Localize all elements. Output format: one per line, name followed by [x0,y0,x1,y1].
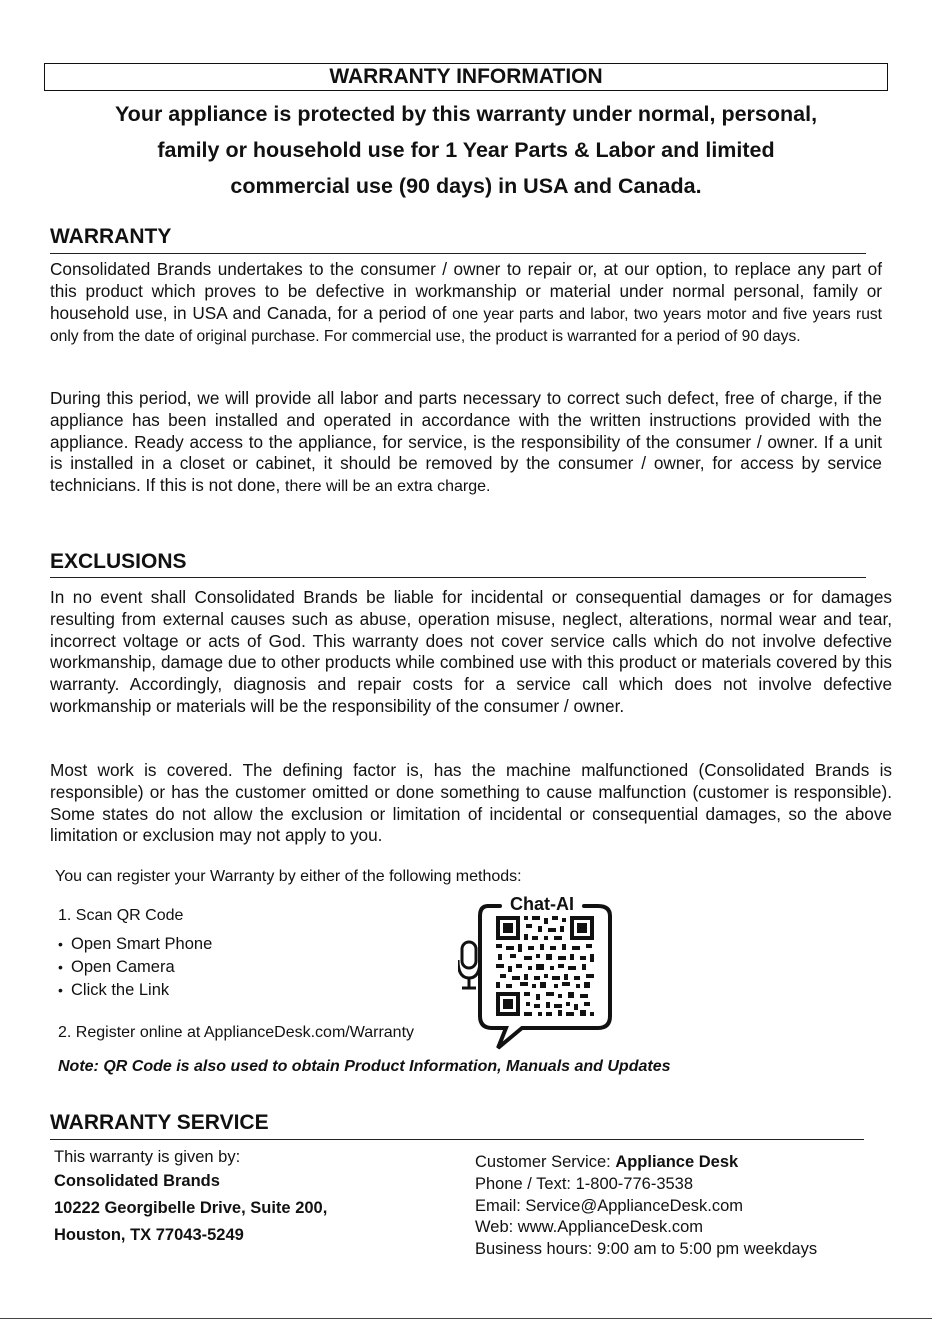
page-bottom-divider [0,1318,932,1319]
warrantor-block [54,1146,327,1249]
customer-service-name: Appliance Desk [615,1153,739,1171]
given-by-label: This warranty is given by: [54,1148,241,1166]
warranty-paragraph-2-main: During this period, we will provide all labor and parts necessary to correct such defect, free of charge, if the appliance has been installed and operated in accordance with the written instructions provided with the appliance. Ready access to the appliance, for service, is the responsibility of the consumer / owner. If a unit is installed in a closet or cabinet, it should be removed by the consumer / owner, for access by service technicians. If this is not done, [50,388,882,496]
register-intro: You can register your Warranty by either of the following methods: [55,868,522,885]
address-line-1: 10222 Georgibelle Drive, Suite 200, [54,1199,328,1217]
company-name: Consolidated Brands [54,1172,220,1190]
intro-line: Your appliance is protected by this warranty under normal, personal, [114,102,818,126]
exclusions-paragraph-1: In no event shall Consolidated Brands be liable for incidental or consequential damages or for damages resulting from external causes such as abuse, operation misuse, neglect, alterations, normal wear and tear, incorrect voltage or acts of God. This warranty does not cover service calls which do not involve defective workmanship, damage due to other products while combined use with this product or materials covered by this warranty. Accordingly, diagnosis and repair costs for a service call which does not involve defective workmanship or materials will be the responsibility of the consumer / owner. [50,587,892,716]
address-line-2: Houston, TX 77043-5249 [54,1226,244,1244]
warranty-service-heading: WARRANTY SERVICE [50,1111,269,1134]
customer-service-line [475,1152,817,1174]
qr-note: Note: QR Code is also used to obtain Product Information, Manuals and Updates [58,1058,671,1075]
email-line[interactable]: Email: Service@ApplianceDesk.com [475,1196,744,1215]
warranty-paragraph-1-tail: one year parts and labor, two years motor and five years rust only from the date of original purchase. For commercial use, the product is warranted for a period of 90 days. [50,305,882,346]
customer-service-label: Customer Service: [475,1153,611,1171]
warranty-paragraph-2 [50,388,882,498]
business-hours-line: Business hours: 9:00 am to 5:00 pm weekdays [475,1240,818,1259]
warranty-paragraph-2-tail: there will be an extra charge. [285,478,491,496]
bullet-open-smart-phone: • Open Smart Phone [58,935,213,953]
bullet-open-camera: • Open Camera [58,958,175,976]
chat-ai-label: Chat-AI [510,894,574,914]
register-method-qr: 1. Scan QR Code [58,907,184,924]
phone-line: Phone / Text: 1-800-776-3538 [475,1174,694,1193]
web-line[interactable]: Web: www.ApplianceDesk.com [475,1218,704,1237]
divider [50,1139,864,1140]
customer-service-block [475,1152,817,1261]
exclusions-heading: EXCLUSIONS [50,550,187,573]
divider [50,253,866,254]
warranty-information-title: WARRANTY INFORMATION [44,63,888,91]
bullet-click-the-link: • Click the Link [58,981,170,999]
divider [50,577,866,578]
intro-line: commercial use (90 days) in USA and Canada. [230,174,702,198]
intro-line: family or household use for 1 Year Parts & Labor and limited [157,138,775,162]
chat-ai-qr-code[interactable] [458,888,618,1052]
warranty-heading: WARRANTY [50,225,172,248]
exclusions-paragraph-2: Most work is covered. The defining factor is, has the machine malfunctioned (Consolidated Brands is responsible) or has the customer omitted or done something to cause malfunction (customer is responsible). Some states do not allow the exclusion or limitation of incidental or consequential damages, so the above limitation or exclusion may not apply to you. [50,760,892,846]
intro-statement [40,96,892,204]
microphone-icon [458,942,480,988]
warranty-paragraph-1-main: Consolidated Brands undertakes to the consumer / owner to repair or, at our option, to replace any part of this product which proves to be defective in workmanship or material under normal personal, family or household use, in USA and Canada, for a period of [50,259,882,323]
register-method-online: 2. Register online at ApplianceDesk.com/Warranty [58,1024,415,1041]
warranty-paragraph-1 [50,259,882,348]
